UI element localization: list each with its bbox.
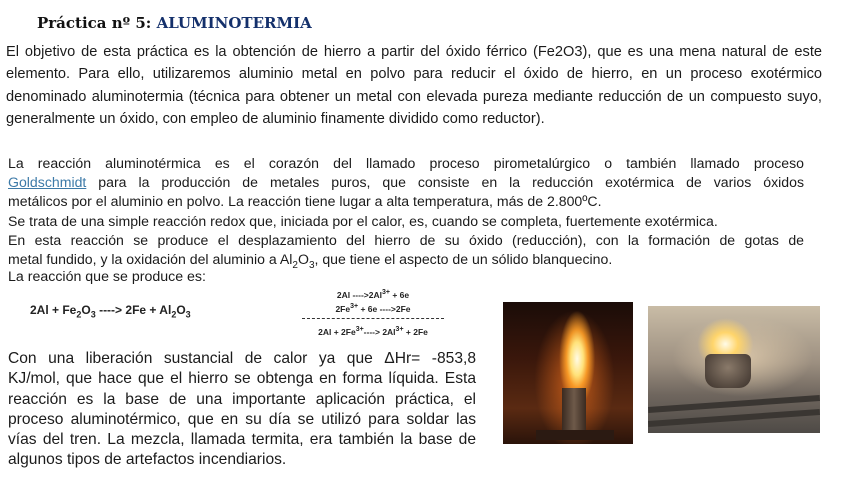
r2-a: 2Fe bbox=[335, 303, 351, 314]
main-equation bbox=[30, 303, 191, 319]
reaction-line-5: En esta reacción se produce el desplazamiento del hierro de su óxido (reducción), con la formación de gotas de bbox=[8, 231, 804, 248]
eq-part-2: O bbox=[81, 303, 91, 317]
r1-a: 2Al ---->2Al bbox=[336, 289, 382, 300]
title-prefix: Práctica nº 5: bbox=[37, 14, 157, 32]
r3-c: + 2Fe bbox=[403, 326, 428, 337]
thermite-flame-photo bbox=[503, 302, 633, 444]
line6-text-c: , que tiene el aspecto de un sólido blanquecino. bbox=[314, 251, 613, 268]
title-highlight: ALUMINOTERMIA bbox=[156, 14, 312, 32]
eq-sub-2: 3 bbox=[90, 309, 96, 320]
eq-part-3: ----> 2Fe + Al bbox=[95, 303, 172, 317]
line6-sub-1: 2 bbox=[292, 259, 298, 271]
reaction-line-6 bbox=[8, 250, 804, 269]
enthalpy-line-4: proceso aluminotérmico, que en su día se utilizó para soldar las bbox=[8, 410, 476, 428]
reaction-line-3: metálicos por el aluminio en polvo. La reacción tiene lugar a alta temperatura, más de 2.800ºC. bbox=[8, 193, 602, 210]
r1-sup: 3+ bbox=[381, 289, 390, 296]
reaction-paragraph bbox=[8, 154, 804, 269]
reduction-half-reaction bbox=[302, 300, 444, 314]
r3-sup-1: 3+ bbox=[355, 326, 364, 333]
eq-part-1: 2Al + Fe bbox=[30, 303, 77, 317]
r2-b: + 6e ---->2Fe bbox=[358, 303, 411, 314]
r1-b: + 6e bbox=[389, 289, 410, 300]
eq-sub-3: 2 bbox=[171, 309, 177, 320]
enthalpy-line-6: algunos tipos de artefactos incendiarios. bbox=[8, 451, 287, 469]
r3-a: 2Al + 2Fe bbox=[318, 326, 356, 337]
eq-part-4: O bbox=[176, 303, 186, 317]
r3-sup-2: 3+ bbox=[395, 326, 404, 333]
rail-welding-photo bbox=[648, 306, 820, 433]
r2-sup: 3+ bbox=[350, 303, 359, 310]
enthalpy-line-2: KJ/mol, que hace que el hierro se obtenga en forma líquida. Esta bbox=[8, 370, 476, 388]
half-reactions bbox=[302, 286, 444, 337]
crucible-stand bbox=[562, 388, 586, 432]
dashed-separator bbox=[302, 318, 444, 319]
page-title bbox=[37, 14, 312, 32]
goldschmidt-link[interactable]: Goldschmidt bbox=[8, 174, 87, 191]
overall-ionic-reaction bbox=[302, 323, 444, 337]
objective-paragraph: El objetivo de esta práctica es la obtención de hierro a partir del óxido férrico (Fe2O3), que es una mena natural de este elemento. Para ello, utilizaremos aluminio metal en polvo para reducir el óxido de hierro, en un proceso exotérmico denominado aluminotermia (técnica para obtener un metal con elevada pureza mediante reducción de un compuesto suyo, generalmente un óxido, con empleo de aluminio finamente dividido como reductor). bbox=[6, 44, 822, 127]
line6-sub-2: 3 bbox=[308, 259, 315, 271]
reaction-line-1: La reacción aluminotérmica es el corazón del llamado proceso pirometalúrgico o también llamado proceso bbox=[8, 155, 804, 171]
reaction-intro: La reacción que se produce es: bbox=[8, 269, 206, 285]
rail-bottom bbox=[648, 409, 820, 427]
line6-text-b: O bbox=[297, 251, 309, 268]
enthalpy-line-5: vías del tren. La mezcla, llamada termita, era también la base de bbox=[8, 431, 476, 449]
reaction-line-4: Se trata de una simple reacción redox que, iniciada por el calor, es, cuando se completa, fuertemente exotérmica. bbox=[8, 212, 718, 229]
oxidation-half-reaction bbox=[302, 286, 444, 300]
enthalpy-line-1: Con una liberación sustancial de calor ya que ΔHr= -853,8 bbox=[8, 350, 476, 367]
eq-sub-4: 3 bbox=[185, 309, 191, 320]
line6-text-a: metal fundido, y la oxidación del aluminio a Al bbox=[8, 251, 293, 268]
enthalpy-paragraph bbox=[8, 349, 476, 471]
welding-crucible bbox=[705, 354, 751, 388]
r3-b: ----> 2Al bbox=[363, 326, 396, 337]
reaction-line-2 bbox=[8, 173, 804, 192]
stand-base bbox=[536, 430, 614, 440]
enthalpy-line-3: reacción es la base de una importante aplicación práctica, el bbox=[8, 390, 476, 408]
reaction-line-2-text: para la producción de metales puros, que consiste en la reducción exotérmica de varios óxidos bbox=[86, 174, 804, 191]
eq-sub-1: 2 bbox=[76, 309, 82, 320]
